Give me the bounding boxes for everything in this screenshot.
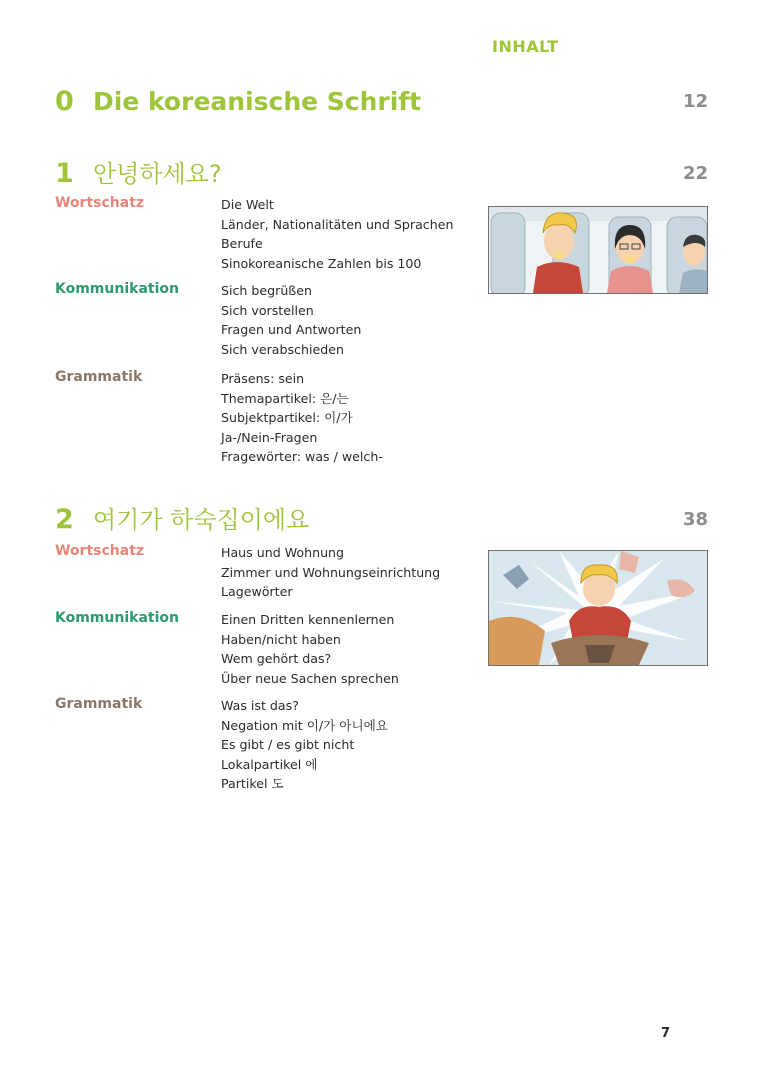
list-item: Was ist das? [221, 698, 299, 713]
list-item: Fragen und Antworten [221, 322, 362, 337]
section-items [221, 281, 361, 359]
list-item: Präsens: sein [221, 371, 305, 386]
unpacking-boy-image [489, 551, 707, 665]
list-item: Haben/nicht haben [221, 631, 341, 647]
list-item: Themapartikel: 은/는 [221, 390, 349, 406]
list-item: Partikel 도 [221, 776, 284, 791]
section-label-kommunikation: Kommunikation [55, 281, 179, 297]
section-label-wortschatz: Wortschatz [55, 543, 145, 559]
chapter-title: 여기가 하숙집이에요 [93, 506, 310, 534]
chapter-1-row[interactable] [55, 154, 708, 194]
list-item: Wem gehört das? [221, 651, 332, 666]
section-items [221, 543, 440, 602]
section-label-grammatik: Grammatik [55, 369, 143, 385]
list-item: Haus und Wohnung [221, 545, 345, 560]
list-item: Negation mit 이/가 아니에요 [221, 717, 388, 733]
list-item: Sinokoreanische Zahlen bis 100 [221, 255, 422, 271]
chapter-1-illustration [488, 206, 708, 294]
list-item: Lagewörter [221, 584, 293, 599]
chapter-number: 0 [55, 86, 74, 117]
chapter-2-row[interactable] [55, 500, 708, 540]
section-items [221, 195, 453, 273]
section-items [221, 696, 388, 794]
list-item: Die Welt [221, 197, 274, 212]
list-item: Fragewörter: was / welch- [221, 449, 383, 464]
section-items [221, 369, 383, 467]
page-number: 7 [661, 1026, 671, 1041]
list-item: Berufe [221, 236, 263, 251]
chapter-number: 1 [55, 158, 74, 189]
list-item: Es gibt / es gibt nicht [221, 737, 355, 752]
list-item: Zimmer und Wohnungseinrichtung [221, 564, 441, 580]
chapter-number: 2 [55, 504, 74, 535]
chapter-page: 22 [682, 163, 708, 184]
section-items [221, 610, 399, 688]
page-header: INHALT [492, 37, 559, 56]
chapter-2-illustration [488, 550, 708, 666]
list-item: Sich vorstellen [221, 302, 314, 318]
list-item: Einen Dritten kennenlernen [221, 612, 395, 627]
list-item: Lokalpartikel 에 [221, 756, 318, 772]
section-label-wortschatz: Wortschatz [55, 195, 145, 211]
chapter-title: Die koreanische Schrift [93, 87, 422, 116]
chapter-title: 안녕하세요? [93, 160, 222, 188]
list-item: Länder, Nationalitäten und Sprachen [221, 216, 454, 232]
section-label-grammatik: Grammatik [55, 696, 143, 712]
list-item: Ja-/Nein-Fragen [221, 429, 318, 445]
list-item: Subjektpartikel: 이/가 [221, 410, 353, 425]
chapter-page: 12 [682, 91, 708, 112]
chapter-0-row[interactable] [55, 82, 708, 122]
section-label-kommunikation: Kommunikation [55, 610, 179, 626]
chapter-page: 38 [682, 509, 708, 530]
airplane-passengers-image [489, 207, 707, 293]
list-item: Sich begrüßen [221, 283, 312, 298]
list-item: Sich verabschieden [221, 341, 344, 357]
list-item: Über neue Sachen sprechen [221, 670, 399, 686]
